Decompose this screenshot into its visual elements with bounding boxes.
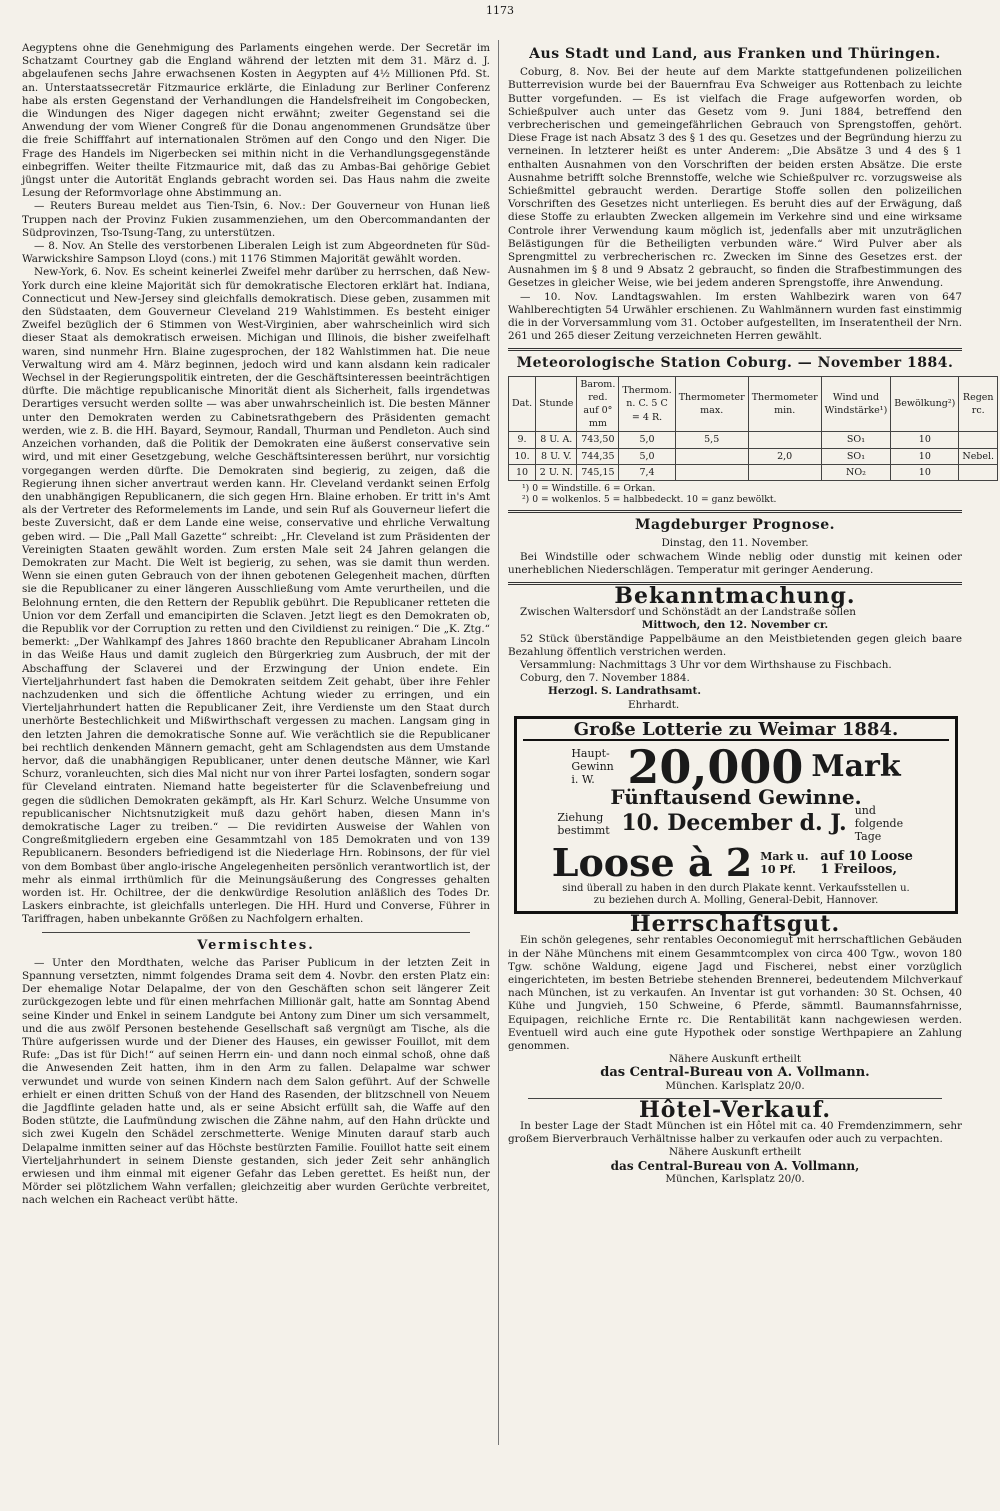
lotterie-haupt: Haupt-Gewinn i. W. xyxy=(571,747,614,787)
weather-cell: 745,15 xyxy=(577,464,619,480)
weather-col-header: Barom. red. auf 0° mm xyxy=(577,376,619,432)
lotterie-price-row xyxy=(523,840,949,886)
weather-cell xyxy=(675,448,748,464)
herrschaft-bureau: das Central-Bureau von A. Vollmann. xyxy=(600,1065,870,1081)
lotterie-frei: auf 10 Loose 1 Freiloos, xyxy=(820,849,913,878)
weather-cell: 10 xyxy=(891,432,959,448)
weather-col-header: Regen rc. xyxy=(959,376,998,432)
section-heading: Aus Stadt und Land, aus Franken und Thüringen. xyxy=(529,46,941,62)
separator xyxy=(508,348,962,351)
weather-cell xyxy=(959,432,998,448)
bekanntmachung-title: Bekanntmachung. xyxy=(614,582,856,609)
bekanntmachung-line: Coburg, den 7. November 1884. xyxy=(520,672,690,685)
bekanntmachung-line: Versammlung: Nachmittags 3 Uhr vor dem Wirthshause zu Fischbach. xyxy=(520,658,892,671)
article-paragraph: — Reuters Bureau meldet aus Tien-Tsin, 6. Nov.: Der Gouverneur von Hunan ließ Truppen nach der Provinz Fukien zusammenziehen, um den Obercommandanten der Südprovinzen, Tso-Tsung-Tang, zu unterstützen. xyxy=(22,200,490,239)
weather-note: ²) 0 = wolkenlos. 5 = halbbedeckt. 10 = ganz bewölkt. xyxy=(522,494,777,506)
weather-cell: Nebel. xyxy=(959,448,998,464)
weather-cell xyxy=(748,432,821,448)
weather-cell xyxy=(748,464,821,480)
weather-cell: 744,35 xyxy=(577,448,619,464)
weather-col-header: Thermometer max. xyxy=(675,376,748,432)
bekanntmachung-signer: Herzogl. S. Landrathsamt. xyxy=(548,685,701,698)
weather-cell xyxy=(959,464,998,480)
weather-col-header: Dat. xyxy=(509,376,536,432)
prognose-title: Magdeburger Prognose. xyxy=(634,517,836,534)
bekanntmachung-date: Mittwoch, den 12. November cr. xyxy=(641,619,829,632)
lotterie-ad xyxy=(514,716,958,914)
lotterie-title: Große Lotterie zu Weimar 1884. xyxy=(523,723,949,741)
weather-cell: 5,0 xyxy=(619,432,675,448)
weather-header-row xyxy=(509,376,998,432)
weather-cell: NO₂ xyxy=(821,464,891,480)
lotterie-mark2: Mark u. 10 Pf. xyxy=(760,850,809,877)
right-column xyxy=(508,42,995,1186)
lotterie-date-row xyxy=(523,804,949,843)
article-paragraph: New-York, 6. Nov. Es scheint keinerlei Zweifel mehr darüber zu herrschen, daß New-York durch eine kleine Majorität sich für demokratische Electoren erklärt hat. Indiana, Connecticut und New-Jersey sind gleichfalls demokratisch. Diese geben, zusammen mit den Südstaaten, dem Gouverneur Cleveland 219 Wahlstimmen. Es besteht einiger Zweifel bezüglich der 6 Stimmen von West-Virginien, aber wahrscheinlich wird sich dieser Staat als demokratisch erweisen. Michigan und Illinois, die bisher zweifelhaft waren, sind nunmehr Hrn. Blaine zugesprochen, der 182 Wahlstimmen hat. Die neue Verwaltung wird am 4. März beginnen, jedoch wird und kann alsdann kein radicaler Wechsel in der Regierungspolitik eintreten, der die Geschäftsinteressen beeinträchtigen dürfte. Die mächtige republicanische Minorität dient als Sicherheit, falls irgendetwas Derartiges versucht werden sollte — was aber unwahrscheinlich ist. Die besten Männer unter den Demokraten werden zu Cabinetsrathgebern des Präsidenten gemacht werden, wie z. B. die HH. Bayard, Seymour, Randall, Thurman und Pendleton. Auch sind Anzeichen vorhanden, daß die Politik der Demokraten eine äußerst conservative sein wird, und mit einer Gesetzgebung, welche Geschäftsinteressen berührt, nur vorsichtig vorgegangen werden dürfte. Die Demokraten sind begierig, zu zeigen, daß die Regierung ihnen sicher anvertraut werden kann. Hr. Cleveland verdankt seinen Erfolg den unabhängigen Republicanern, die sich gegen Hrn. Blaine erhoben. Er tritt in's Amt als der Vertreter des Reformelements im Lande, und sein Ruf als Gouverneur liefert die beste Zuversicht, daß er dem Lande eine weise, conservative und ehrliche Verwaltung geben wird. — Die „Pall Mall Gazette“ schreibt: „Hr. Cleveland ist zum Präsidenten der Vereinigten Staaten gewählt worden. Zum ersten Male seit 24 Jahren gelangen die Demokraten zur Macht. Die Welt ist begierig, zu sehen, was sie damit thun werden. Wenn sie einen guten Gebrauch von der ihnen gebotenen Gelegenheit machen, dürften sie die Republicaner zu einer längeren Ausschließung vom Amte verurtheilen, und die Belohnung ernten, die den Rettern der Republik gebührt. Die Republicaner retteten die Union vor dem Zerfall und emancipirten die Sclaven. Jetzt liegt es den Demokraten ob, die Republik vor der Corruption zu retten und den Civildienst zu reinigen.“ Die „K. Ztg.“ bemerkt: „Der Wahlkampf des Jahres 1860 brachte den Republicaner Abraham Lincoln in das Weiße Haus und damit zugleich den Bürgerkrieg zum Ausbruch, der mit der Abschaffung der Sclaverei und der Erzwingung der Union endete. Ein Vierteljahrhundert fast haben die Demokraten seitdem Zeit gehabt, über ihre Fehler nachzudenken und sich die öffentliche Achtung wieder zu erringen, und ein Vierteljahrhundert hatten die Republicaner Zeit, ihre Verdienste um den Staat durch unerhörte Bestechlichkeit und Mißwirthschaft vergessen zu machen. Langsam ging in den letzten Jahren die demokratische Sonne auf. Wie verächtlich sie die Republicaner bei rechtlich denkenden Männern gemacht, geht am Schlagendsten aus dem Umstande hervor, daß die unabhängigen Republicaner, unter denen deutsche Männer, wie Karl Schurz, voranleuchten, sich dies Mal nicht nur von ihrer Partei losfagten, sondern sogar für Cleveland eintraten. Niemand hatte begeisterter für die Sclavenbefreiung und gegen die südlichen Demokraten gekämpft, als Hr. Karl Schurz. Welche Unsumme von republicanischer Nichtsnutzigkeit muß dazu gehört haben, diesen Mann in's demokratische Lager zu treiben.“ — Die revidirten Ausweise der Wahlen von Congreßmitgliedern ergeben eine Gesammtzahl von 185 Demokraten und von 139 Republicanern. Besonders befriedigend ist die Niederlage Hrn. Robinsons, der für viel von dem Bombast über anglo-irische Angelegenheiten persönlich verantwortlich ist, der mehr als einmal irrthümlich für die Meinungsäußerung des Congresses gehalten worden ist. Hr. Ochiltree, der die denkwürdige Resolution anläßlich des Todes Dr. Laskers einbrachte, ist gleichfalls unterlegen. Die HH. Hurd und Converse, Führer in Tariffragen, haben unbekannte Größen zu Nachfolgern erhalten. xyxy=(22,266,490,926)
weather-cell: SO₁ xyxy=(821,432,891,448)
weather-cell xyxy=(675,464,748,480)
weather-table xyxy=(508,376,998,481)
herrschaft-text: Ein schön gelegenes, sehr rentables Oeconomiegut mit herrschaftlichen Gebäuden in der Nähe Münchens mit einem Gesammtcomplex von circa 400 Tgw., wovon 180 Tgw. schöne Waldung, eigene Jagd und Fischerei, nebst einer vorzüglich eingerichteten, im besten Betriebe stehenden Brennerei, bedeutendem Milchverkauf nach München, ist zu verkaufen. An Inventar ist gut vorhanden: 30 St. Ochsen, 40 Kühe und Jungvieh, 150 Schweine, 6 Pferde, sämmtl. Baumannsfahrnisse, Equipagen, reichliche Ernte rc. Die Rentabilität kann nachgewiesen werden. Eventuell wird auch eine gute Hypothek oder sonstige Werthpapiere an Zahlung genommen. xyxy=(508,934,962,1052)
weather-cell: 10 xyxy=(891,448,959,464)
lotterie-text: zu beziehen durch A. Molling, General-Debit, Hannover. xyxy=(593,895,879,907)
column-rule xyxy=(498,40,499,1445)
vermischtes-heading: Vermischtes. xyxy=(197,937,315,953)
lotterie-ziehung: Ziehung bestimmt xyxy=(557,810,610,837)
coburg-paragraph: Coburg, 8. Nov. Bei der heute auf dem Markte stattgefundenen polizeilichen Butterrevision wurde bei der Bauernfrau Eva Schweiger aus Rottenbach zu leichte Butter vorgefunden. — Es ist vielfach die Frage aufgeworfen worden, ob Schießpulver auch unter das Gesetz vom 9. Juni 1884, betreffend den verbrecherischen und gemeingefährlichen Gebrauch von Sprengstoffen, gehört. Diese Frage ist nach Absatz 3 des § 1 des qu. Gesetzes und der Begründung hierzu zu verneinen. In letzterer heißt es unter Anderem: „Die Absätze 3 und 4 des § 1 enthalten Ausnahmen von den Vorschriften der beiden ersten Absätze. Die erste Ausnahme betrifft solche Brennstoffe, welche wie Schießpulver rc. vorzugsweise als Schießmittel gebraucht werden. Derartige Stoffe sollen den polizeilichen Vorschriften des Gesetzes nicht unterliegen. Es beruht dies auf der Erwägung, daß diese Stoffe zu erlaubten Zwecken allgemein im Verkehre sind und eine wirksame Controle ihrer Verwendung kaum möglich ist, jedenfalls aber mit unzuträglichen Belästigungen für die Betheiligten verbunden wäre.“ Wird Pulver aber als Sprengmittel zu verbrecherischen rc. Zwecken im Sinne des Gesetzes erst. der Ausnahmen im § 8 und 9 Absatz 2 gebraucht, so finden die Strafbestimmungen des Gesetzes in gleicher Weise, wie bei jedem anderen Sprengstoffe, ihre Anwendung. xyxy=(508,66,962,290)
hotel-bureau: das Central-Bureau von A. Vollmann, xyxy=(610,1158,860,1173)
lotterie-text: sind überall zu haben in den durch Plakate kennt. Verkaufsstellen u. xyxy=(562,883,910,895)
weather-cell: 2,0 xyxy=(748,448,821,464)
herrschaft-city: München. Karlsplatz 20/0. xyxy=(665,1079,805,1092)
weather-cell: SO₁ xyxy=(821,448,891,464)
hotel-auskunft: Nähere Auskunft ertheilt xyxy=(668,1146,802,1159)
lotterie-amount: 20,000 xyxy=(627,739,804,794)
weather-cell: 9. xyxy=(509,432,536,448)
article-paragraph: — 8. Nov. An Stelle des verstorbenen Liberalen Leigh ist zum Abgeordneten für Süd-Warwickshire Sampson Lloyd (cons.) mit 1176 Stimmen Majorität gewählt worden. xyxy=(22,240,490,266)
weather-cell: 10 xyxy=(891,464,959,480)
bekanntmachung-line: 52 Stück überständige Pappelbäume an den Meistbietenden gegen gleich baare Bezahlung öffentlich verstrichen werden. xyxy=(508,632,962,658)
weather-cell: 10 xyxy=(509,464,536,480)
lotterie-date: 10. December d. J. xyxy=(621,810,847,837)
meteo-title: Meteorologische Station Coburg. — November 1884. xyxy=(516,355,954,372)
weather-col-header: Thermometer min. xyxy=(748,376,821,432)
weather-cell: 8 U. V. xyxy=(536,448,577,464)
lotterie-gewinne: Fünftausend Gewinne. xyxy=(610,784,862,809)
bekanntmachung-signer: Ehrhardt. xyxy=(628,698,680,711)
weather-row xyxy=(509,464,998,480)
lotterie-main-row xyxy=(523,739,949,794)
weather-col-header: Wind und Windstärke¹) xyxy=(821,376,891,432)
page-number: 1173 xyxy=(486,4,514,17)
hotel-text: In bester Lage der Stadt München ist ein Hôtel mit ca. 40 Fremdenzimmern, sehr großem Bierverbrauch Verhältnisse halber zu verkaufen oder auch zu verpachten. xyxy=(508,1119,962,1146)
hotel-city: München, Karlsplatz 20/0. xyxy=(665,1172,805,1185)
prognose-date: Dinstag, den 11. November. xyxy=(661,537,809,550)
weather-row xyxy=(509,432,998,448)
lotterie-loose: Loose à 2 xyxy=(551,840,753,886)
lotterie-folgende: und folgende Tage xyxy=(854,804,904,844)
separator xyxy=(508,510,962,513)
weather-cell: 8 U. A. xyxy=(536,432,577,448)
weather-cell: 5,0 xyxy=(619,448,675,464)
hotel-title: Hôtel-Verkauf. xyxy=(639,1096,831,1123)
weather-row xyxy=(509,448,998,464)
weather-note: ¹) 0 = Windstille. 6 = Orkan. xyxy=(522,483,656,495)
weather-cell: 7,4 xyxy=(619,464,675,480)
lotterie-mark: Mark xyxy=(811,749,901,785)
wahl-paragraph: — 10. Nov. Landtagswahlen. Im ersten Wahlbezirk waren von 647 Wahlberechtigten 54 Urwähler erschienen. Zu Wahlmännern wurden fast einstimmig die in der Vorversammlung vom 31. October aufgestellten, im Inseratentheil der Nrn. 261 und 265 dieser Zeitung verzeichneten Herren gewählt. xyxy=(508,290,962,343)
weather-col-header: Thermom. n. C. 5 C = 4 R. xyxy=(619,376,675,432)
weather-col-header: Bewölkung²) xyxy=(891,376,959,432)
bekanntmachung-line: Zwischen Waltersdorf und Schönstädt an der Landstraße sollen xyxy=(520,606,856,619)
herrschaft-auskunft: Nähere Auskunft ertheilt xyxy=(668,1053,802,1066)
weather-cell: 743,50 xyxy=(577,432,619,448)
herrschaft-title: Herrschaftsgut. xyxy=(629,911,841,938)
weather-col-header: Stunde xyxy=(536,376,577,432)
vermischtes-paragraph: — Unter den Mordthaten, welche das Pariser Publicum in der letzten Zeit in Spannung versetzten, nimmt folgendes Drama seit dem 4. Novbr. den ersten Platz ein: Der ehemalige Notar Delapalme, der von den Geschäften schon seit längerer Zeit zurückgezogen lebte und für einen mehrfachen Millionär galt, hatte am Sonntag Abend seine Kinder und Enkel in seinem Landgute bei Antony zum Diner um sich versammelt, und die aus zwölf Personen bestehende Gesellschaft saß vergnügt am Tische, als die Thüre aufgerissen wurde und der Diener des Hauses, ein gewisser Fouillot, mit dem Rufe: „Das ist für Dich!“ auf seinen Herrn ein- und dann noch einmal schoß, ohne daß die Anwesenden Zeit hatten, ihm in den Arm zu fallen. Delapalme war schwer verwundet und wurde von seinen Kindern nach dem Salon geführt. Auf der Schwelle erhielt er einen dritten Schuß von der Hand des Rasenden, der blitzschnell von Neuem die Jagdflinte geladen hatte und, als er seine Absicht erfüllt sah, die Waffe auf den Boden stützte, die Laufmündung zwischen die Zähne nahm, auf den Hahn drückte und sich zwei Kugeln den Schädel zerschmetterte. Wenige Minuten darauf starb auch Delapalme inmitten seiner auf das Höchste bestürzten Familie. Fouillot hatte seit einem Vierteljahrhundert in seinem Dienste gestanden, sich jeder Zeit sehr anhänglich erwiesen und ihm einmal mit eigener Gefahr das Leben gerettet. Es heißt nun, der Mörder sei plötzlichem Wahn verfallen; gleichzeitig aber wurden Gerüchte verbreitet, nach welchen ein Racheact verübt hätte. xyxy=(22,956,490,1207)
prognose-text: Bei Windstille oder schwachem Winde neblig oder dunstig mit keinen oder unerheblichen Niederschlägen. Temperatur mit geringer Aenderung. xyxy=(508,550,962,576)
weather-cell: 5,5 xyxy=(675,432,748,448)
weather-cell: 10. xyxy=(509,448,536,464)
article-paragraph: Aegyptens ohne die Genehmigung des Parlaments eingehen werde. Der Secretär im Schatzamt Courtney gab die England während der letzten mit dem 31. März d. J. abgelaufenen sechs Jahre erwachsenen Kosten in Aegypten auf 4½ Millionen Pfd. St. an. Unterstaatssecretär Fitzmaurice erklärte, die Einladung zur Berliner Conferenz habe als ersten Gegenstand der Verhandlungen die Handelsfreiheit im Congobecken, die Windungen des Niger dagegen nicht erwähnt; zweiter Gegenstand sei die Anwendung der vom Wiener Congreß für die Donau angenommenen Grundsätze über die freie Schifffahrt auf internationalen Strömen auf den Congo und den Niger. Die Frage des Handels im Nigerbecken sei mithin nicht in die Verhandlungsgegenstände einbegriffen. Weiter theilte Fitzmaurice mit, daß das zu Ambas-Bai gehörige Gebiet jüngst unter die Autorität Englands gebracht worden sei. Das Haus nahm die zweite Lesung der Reformvorlage ohne Abstimmung an. xyxy=(22,42,490,200)
weather-cell: 2 U. N. xyxy=(536,464,577,480)
left-column xyxy=(22,42,490,1208)
separator xyxy=(42,932,470,933)
